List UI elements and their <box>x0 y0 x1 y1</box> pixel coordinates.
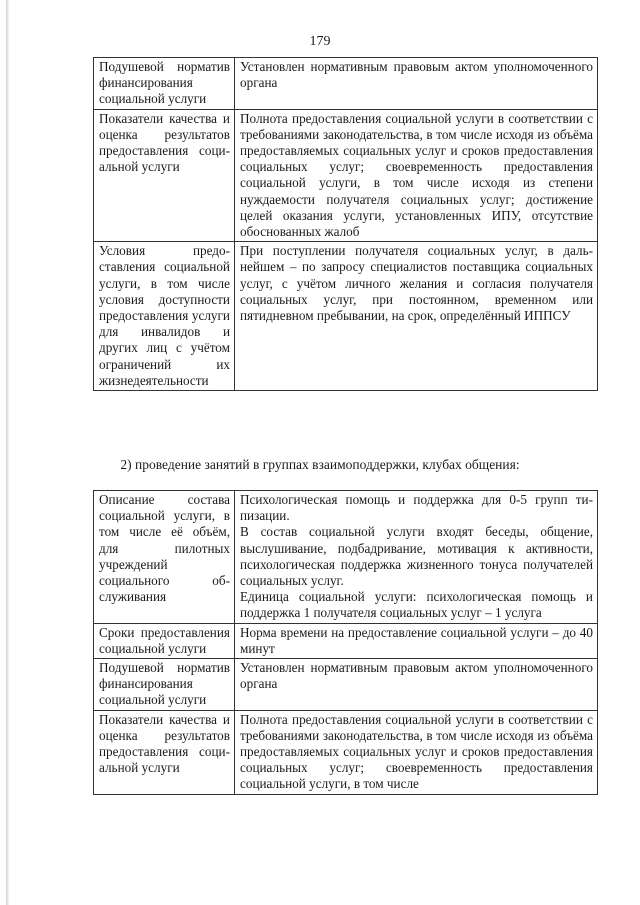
table-row <box>94 242 598 391</box>
section-heading: 2) проведение занятий в группах взаимоподдержки, клубах общения: <box>120 457 520 472</box>
row-label: Подушевой норматив финансирования социальной услуги <box>94 58 235 110</box>
row-content <box>235 491 598 624</box>
row-label: Подушевой норматив финансирования социальной услуги <box>94 659 235 711</box>
table-row <box>94 109 598 242</box>
table-row <box>94 58 598 110</box>
content-paragraph: Полнота предоставления социальной услуги в соответствии с требованиями законодательства, в том числе исходя из объёма предоставляемых социальных услуг и сроков предоставления социальных услуг; своевременность предоставления социальной услуги, в том числе <box>240 711 593 792</box>
content-paragraph: В состав социальной услуги входят беседы, общение, выслушивание, подбадривание, мотивация к активности, психологическая поддержка жизненного тонуса получателей социальных услуг. <box>240 524 593 589</box>
content-paragraph: Полнота предоставления социальной услуги в соответствии с требованиями законодательства, в том числе исходя из объёма предоставляемых социальных услуг и сроков предоставления социальных услуг; своевременность предоставления социальной услуги, в том числе исходя из степени нуждаемости получателя социальных услуг; достижение целей оказания услуги, установленных ИПУ, отсутствие обоснованных жалоб <box>240 110 593 240</box>
content-paragraph: Психологическая помощь и поддержка для 0-5 групп типизации. <box>240 492 593 524</box>
content-paragraph: Установлен нормативным правовым актом уполномоченного органа <box>240 660 593 692</box>
content-paragraph: Норма времени на предоставление социальной услуги – до 40 минут <box>240 624 593 656</box>
row-label: Условия предоставления социальной услуги, в том числе условия доступности предоставления услуги для инвалидов и других лиц с учётом ограничений их жизнедеятельности <box>94 242 235 391</box>
row-label: Описание состава социальной услуги, в том числе её объём, для пилотных учреждений социального обслуживания <box>94 491 235 624</box>
table-row <box>94 659 598 711</box>
row-content <box>235 710 598 794</box>
content-paragraph: При поступлении получателя социальных услуг, в дальнейшем – по запросу специалистов поставщика социальных услуг, с учётом личного желания и согласия получателя социальных услуг, при постоянном, временном или пятидневном пребывании, на срок, определённый ИППСУ <box>240 243 593 324</box>
service-table-2 <box>93 490 598 795</box>
row-content <box>235 58 598 110</box>
row-content <box>235 659 598 711</box>
scan-shadow-edge <box>6 0 9 905</box>
table-row <box>94 491 598 624</box>
table-row <box>94 710 598 794</box>
row-label: Сроки предоставления социальной услуги <box>94 623 235 658</box>
page-number: 179 <box>309 34 331 49</box>
content-paragraph: Единица социальной услуги: психологическая помощь и поддержка 1 получателя социальных услуг – 1 услуга <box>240 589 593 621</box>
row-content <box>235 623 598 658</box>
service-table-1 <box>93 57 598 391</box>
row-label: Показатели качества и оценка результатов предоставления социальной услуги <box>94 710 235 794</box>
row-label: Показатели качества и оценка результатов предоставления социальной услуги <box>94 109 235 242</box>
row-content <box>235 109 598 242</box>
content-paragraph: Установлен нормативным правовым актом уполномоченного органа <box>240 59 593 91</box>
table-row <box>94 623 598 658</box>
row-content <box>235 242 598 391</box>
